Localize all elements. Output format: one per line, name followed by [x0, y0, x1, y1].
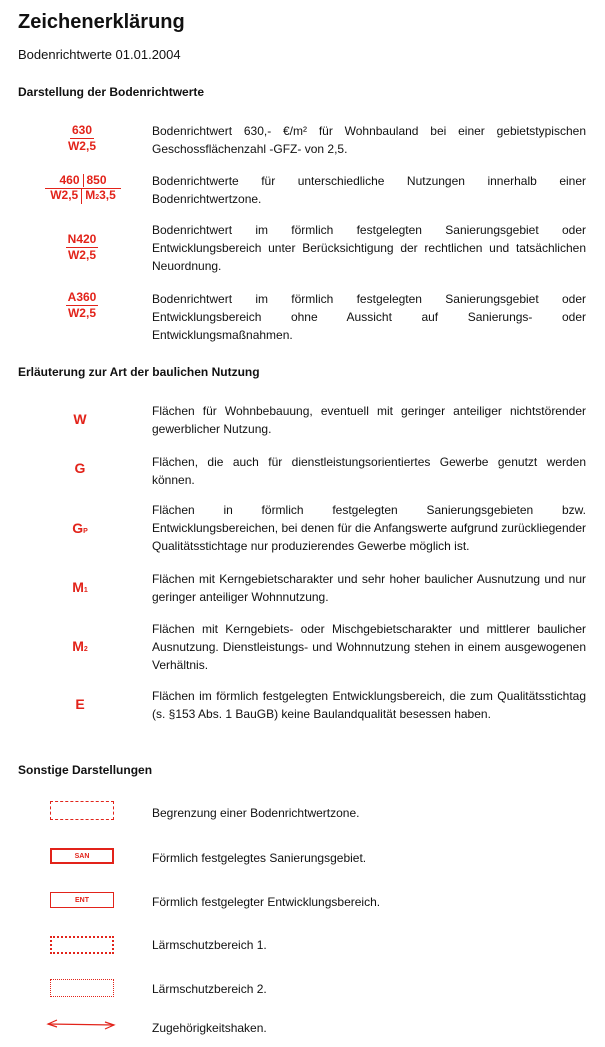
- legend-description: Bodenrichtwert im förmlich festgelegten Sanierungsgebiet oder Entwicklungsbereich ohne Aussicht auf Sanierungs- oder Entwicklungsmaßnahmen.: [152, 292, 586, 342]
- page-subtitle: Bodenrichtwerte 01.01.2004: [18, 47, 181, 62]
- bodenrichtwert-symbol: $\frac{630}{W2,5}$: [67, 123, 96, 153]
- legend-description: Bodenrichtwert im förmlich festgelegten Sanierungsgebiet oder Entwicklungsbereich unter Berücksichtigung der rechtlichen und tatsächlichen Neuordnung.: [152, 223, 586, 273]
- page-title: Zeichenerklärung: [18, 11, 185, 33]
- entwicklungsbereich-symbol: ENT: [50, 892, 114, 908]
- legend-description: Lärmschutzbereich 1.: [152, 938, 267, 952]
- nutzung-code-e: E: [75, 696, 85, 712]
- zone-boundary-symbol: [50, 801, 114, 820]
- sanierungsgebiet-symbol: SAN: [50, 848, 114, 864]
- legend-description: Flächen für Wohnbebauung, eventuell mit geringer anteiliger nichtstörender gewerblicher Nutzung.: [152, 404, 586, 436]
- legend-description: Flächen im förmlich festgelegten Entwicklungsbereich, die zum Qualitätsstichtag (s. §153 Abs. 1 BauGB) keine Baulandqualität besessen haben.: [152, 689, 586, 721]
- mixed-bodenrichtwert-symbol: 460 850 W2,5 M23,5: [45, 174, 121, 204]
- legend-description: Flächen, die auch für dienstleistungsorientiertes Gewerbe genutzt werden können.: [152, 455, 586, 487]
- legend-description: Zugehörigkeitshaken.: [152, 1021, 267, 1035]
- nutzung-code-w: W: [73, 411, 87, 427]
- nutzung-code-gp: GP: [72, 520, 88, 536]
- double-arrow-icon: [45, 1018, 117, 1032]
- legend-description: Bodenrichtwert 630,- €/m² für Wohnbauland bei einer gebietstypischen Geschossflächenzahl -GFZ- von 2,5.: [152, 124, 586, 156]
- section-heading-sonstige: Sonstige Darstellungen: [18, 763, 153, 777]
- legend-description: Förmlich festgelegtes Sanierungsgebiet.: [152, 851, 367, 865]
- laermschutz-1-symbol: [50, 936, 114, 954]
- legend-description: Förmlich festgelegter Entwicklungsbereich.: [152, 895, 381, 909]
- ohne-aussicht-bodenrichtwert-symbol: $\frac{A360}{W2,5}$: [67, 290, 97, 320]
- section-heading-nutzung: Erläuterung zur Art der baulichen Nutzung: [18, 365, 260, 379]
- nutzung-code-g: G: [74, 460, 86, 476]
- nutzung-code-m1: M1: [72, 579, 88, 595]
- sanierung-bodenrichtwert-symbol: $\frac{N420}{W2,5}$: [67, 232, 97, 262]
- legend-description: Flächen mit Kerngebiets- oder Mischgebietscharakter und mittlerer baulicher Ausnutzung. Dienstleistungs- und Wohnnutzung stehen in einem ausgewogenen Verhältnis.: [152, 622, 586, 672]
- legend-description: Bodenrichtwerte für unterschiedliche Nutzungen innerhalb einer Bodenrichtwertzone.: [152, 174, 586, 206]
- legend-description: Lärmschutzbereich 2.: [152, 982, 267, 996]
- nutzung-code-m2: M2: [72, 638, 88, 654]
- section-heading-bodenrichtwerte: Darstellung der Bodenrichtwerte: [18, 85, 205, 99]
- legend-description: Flächen in förmlich festgelegten Sanierungsgebieten bzw. Entwicklungsbereichen, bei denen für die Anfangswerte aufgrund zurückliegender Qualitätsstichtage nur produzierendes Gewerbe möglich ist.: [152, 503, 586, 553]
- legend-description: Begrenzung einer Bodenrichtwertzone.: [152, 806, 360, 820]
- legend-description: Flächen mit Kerngebietscharakter und sehr hoher baulicher Ausnutzung und nur geringer anteiliger Wohnnutzung.: [152, 572, 586, 604]
- laermschutz-2-symbol: [50, 979, 114, 997]
